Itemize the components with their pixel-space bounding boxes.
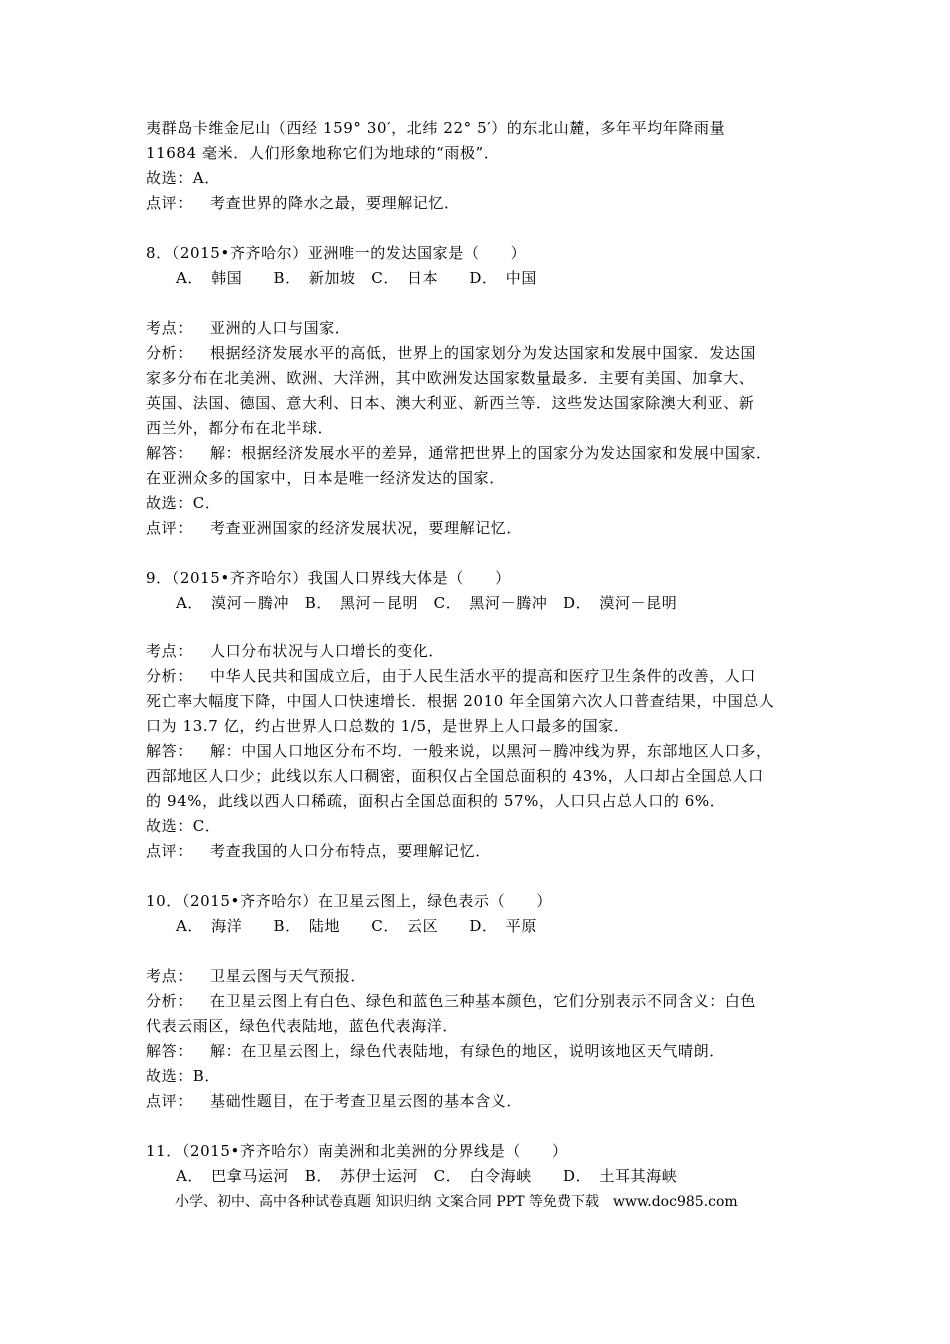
q8-answer: 故选：C． (146, 494, 221, 512)
comment-label: 点评： (146, 194, 193, 212)
q10-kaodian (146, 966, 366, 986)
fenxi-label: 分析： (146, 667, 193, 685)
q9-question: 9．（2015•齐齐哈尔）我国人口界线大体是（ ） (146, 569, 511, 587)
q10-comment (146, 1091, 522, 1111)
kaodian-label: 考点： (146, 319, 193, 337)
q9-comment (146, 841, 491, 861)
q8-jieda-1 (146, 443, 772, 463)
q9-fenxi-2: 死亡率大幅度下降，中国人口快速增长．根据 2010 年全国第六次人口普查结果，中国总人 (146, 692, 775, 710)
fenxi-label: 分析： (146, 992, 193, 1010)
jieda-label: 解答： (146, 444, 193, 462)
comment-text: 考查我国的人口分布特点，要理解记忆． (210, 842, 491, 860)
q9-jieda-1 (146, 741, 772, 761)
q10-fenxi-2: 代表云雨区，绿色代表陆地，蓝色代表海洋． (146, 1017, 459, 1035)
q9-jieda-2: 西部地区人口少；此线以东人口稠密，面积仅占全国总面积的 43%，人口却占全国总人口 (146, 767, 764, 785)
q9-fenxi-3: 口为 13.7 亿，约占世界人口总数的 1/5，是世界上人口最多的国家． (146, 717, 630, 735)
q8-options: A． 韩国 B． 新加坡 C． 日本 D． 中国 (176, 269, 537, 287)
page-footer: 小学、初中、高中各种试卷真题 知识归纳 文案合同 PPT 等免费下载 www.doc985.com (175, 1194, 738, 1210)
fenxi-text: 中华人民共和国成立后，由于人民生活水平的提高和医疗卫生条件的改善，人口 (210, 667, 757, 685)
q11-question: 11．（2015•齐齐哈尔）南美洲和北美洲的分界线是（ ） (146, 1142, 568, 1160)
q8-fenxi-2: 家多分布在北美洲、欧洲、大洋洲，其中欧洲发达国家数量最多．主要有美国、加拿大、 (146, 369, 755, 387)
kaodian-text: 人口分布状况与人口增长的变化． (210, 642, 445, 660)
jieda-text: 解：在卫星云图上，绿色代表陆地，有绿色的地区，说明该地区天气晴朗． (210, 1042, 725, 1060)
jieda-text: 解：中国人口地区分布不均．一般来说，以黑河－腾冲线为界，东部地区人口多， (210, 742, 772, 760)
intro-comment (146, 193, 460, 213)
kaodian-label: 考点： (146, 967, 193, 985)
fenxi-text: 根据经济发展水平的高低，世界上的国家划分为发达国家和发展中国家．发达国 (210, 344, 757, 362)
q9-options: A． 漠河－腾冲 B． 黑河－昆明 C． 黑河－腾冲 D． 漠河－昆明 (176, 594, 678, 612)
fenxi-label: 分析： (146, 344, 193, 362)
q9-kaodian (146, 641, 444, 661)
jieda-text: 解：根据经济发展水平的差异，通常把世界上的国家分为发达国家和发展中国家． (210, 444, 772, 462)
q8-fenxi-3: 英国、法国、德国、意大利、日本、澳大利亚、新西兰等．这些发达国家除澳大利亚、新 (146, 394, 755, 412)
comment-text: 基础性题目，在于考查卫星云图的基本含义． (210, 1092, 523, 1110)
comment-label: 点评： (146, 519, 193, 537)
q11-options: A． 巴拿马运河 B． 苏伊士运河 C． 白令海峡 D． 土耳其海峡 (176, 1167, 678, 1185)
q8-fenxi-4: 西兰外，都分布在北半球． (146, 419, 334, 437)
intro-answer: 故选：A． (146, 169, 220, 187)
q10-jieda-1 (146, 1041, 725, 1061)
comment-text: 考查亚洲国家的经济发展状况，要理解记忆． (210, 519, 523, 537)
intro-line-1: 夷群岛卡维金尼山（西经 159° 30′，北纬 22° 5′）的东北山麓，多年平均年降雨量 (146, 119, 726, 137)
fenxi-text: 在卫星云图上有白色、绿色和蓝色三种基本颜色，它们分别表示不同含义：白色 (210, 992, 757, 1010)
q10-question: 10．（2015•齐齐哈尔）在卫星云图上，绿色表示（ ） (146, 892, 553, 910)
kaodian-text: 卫星云图与天气预报． (210, 967, 367, 985)
q9-fenxi-1 (146, 666, 756, 686)
q8-fenxi-1 (146, 343, 756, 363)
q8-question: 8．（2015•齐齐哈尔）亚洲唯一的发达国家是（ ） (146, 244, 527, 262)
q8-jieda-2: 在亚洲众多的国家中，日本是唯一经济发达的国家． (146, 469, 505, 487)
q9-answer: 故选：C． (146, 817, 221, 835)
q10-options: A． 海洋 B． 陆地 C． 云区 D． 平原 (176, 917, 537, 935)
kaodian-label: 考点： (146, 642, 193, 660)
q10-fenxi-1 (146, 991, 756, 1011)
comment-label: 点评： (146, 842, 193, 860)
kaodian-text: 亚洲的人口与国家． (210, 319, 351, 337)
q8-comment (146, 518, 522, 538)
jieda-label: 解答： (146, 1042, 193, 1060)
intro-line-2: 11684 毫米．人们形象地称它们为地球的“雨极”． (146, 144, 500, 162)
jieda-label: 解答： (146, 742, 193, 760)
q10-answer: 故选：B． (146, 1067, 221, 1085)
comment-text: 考查世界的降水之最，要理解记忆． (210, 194, 460, 212)
q8-kaodian (146, 318, 350, 338)
comment-label: 点评： (146, 1092, 193, 1110)
q9-jieda-3: 的 94%，此线以西人口稀疏，面积占全国总面积的 57%，人口只占总人口的 6%． (146, 792, 726, 810)
